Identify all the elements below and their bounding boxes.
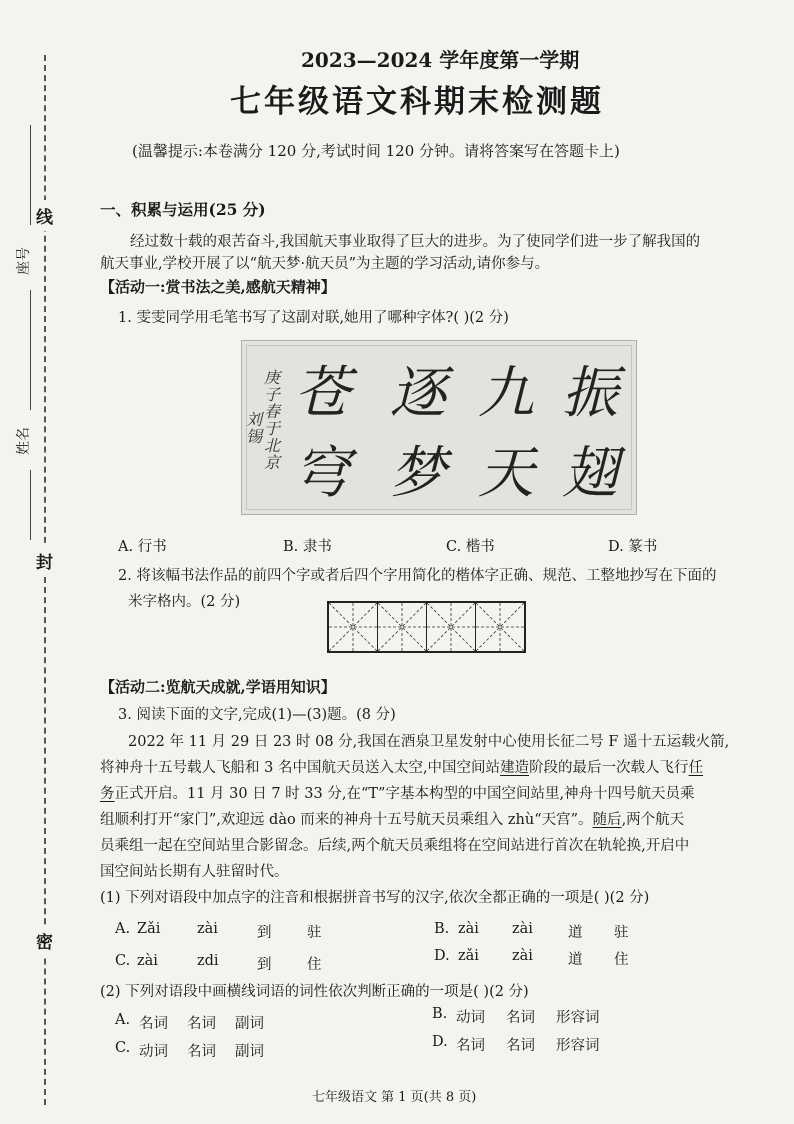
calligraphy-char: 苍 — [294, 361, 350, 426]
name-line[interactable] — [30, 290, 31, 410]
calligraphy-char: 天 — [478, 441, 534, 506]
name-label: 姓名 — [16, 427, 32, 455]
calligraphy-char: 振 — [562, 361, 618, 426]
binding-char-mi: 密 — [36, 925, 53, 956]
sub1-option-d[interactable]: D. zǎi zài 道 住 — [434, 948, 629, 968]
q1-option-a[interactable]: A. 行书 — [118, 539, 167, 555]
seat-number-label: 座号 — [16, 247, 32, 275]
sub2-option-a[interactable]: A. 名词 名词 副词 — [115, 1012, 264, 1032]
sub1-option-a[interactable]: A. Zǎi zài 到 驻 — [115, 921, 322, 941]
question-2-line-1: 2. 将该幅书法作品的前四个字或者后四个字用简化的楷体字正确、规范、工整地抄写在下面的 — [118, 568, 717, 584]
sub-question-2: (2) 下列对语段中画横线词语的词性依次判断正确的一项是( )(2 分) — [100, 984, 529, 1000]
question-1: 1. 雯雯同学用毛笔书写了这副对联,她用了哪种字体?( )(2 分) — [118, 310, 509, 326]
mizige-writing-grid[interactable] — [327, 601, 526, 653]
mizige-cell[interactable] — [329, 603, 378, 651]
passage-line-2: 将神舟十五号载人飞船和 3 名中国航天员送入太空,中国空间站建造阶段的最后一次载人飞行任 — [100, 760, 704, 776]
calligraphy-char: 翅 — [562, 441, 618, 506]
sub2-option-d[interactable]: D. 名词 名词 形容词 — [432, 1034, 600, 1054]
binding-char-xian: 线 — [36, 200, 53, 231]
section-title: 一、积累与运用(25 分) — [100, 200, 266, 219]
underlined-word-suihou: 随后 — [592, 812, 622, 828]
q1-option-b[interactable]: B. 隶书 — [283, 539, 332, 555]
class-line[interactable] — [30, 470, 31, 540]
sub2-option-b[interactable]: B. 动词 名词 形容词 — [432, 1006, 600, 1026]
sub1-option-c[interactable]: C. zài zdi 到 住 — [115, 953, 322, 973]
passage-line-6: 国空间站长期有人驻留时代。 — [100, 864, 289, 880]
underlined-word-ren: 任 — [688, 760, 704, 776]
sub2-option-c[interactable]: C. 动词 名词 副词 — [115, 1040, 264, 1060]
calligraphy-char: 逐 — [390, 361, 446, 426]
sub-question-1: (1) 下列对语段中加点字的注音和根据拼音书写的汉字,依次全都正确的一项是( )(2 分) — [100, 890, 650, 906]
mizige-cell[interactable] — [476, 603, 524, 651]
q1-option-c[interactable]: C. 楷书 — [446, 539, 495, 555]
mizige-cell[interactable] — [378, 603, 427, 651]
underlined-word-jianzao: 建造 — [500, 760, 530, 776]
calligraphy-inscription-date: 庚子春于北京 — [264, 368, 281, 472]
passage-line-4: 组顺利打开“家门”,欢迎远 dào 而来的神舟十五号航天员乘组入 zhù“天宫”。随后,两个航天 — [100, 812, 685, 828]
seat-number-line[interactable] — [30, 125, 31, 225]
sub1-option-b[interactable]: B. zài zài 道 驻 — [434, 921, 629, 941]
mizige-cell[interactable] — [427, 603, 476, 651]
binding-char-feng: 封 — [36, 545, 53, 576]
calligraphy-couplet-image — [241, 340, 637, 515]
q1-option-d[interactable]: D. 篆书 — [608, 539, 658, 555]
calligraphy-signature: 刘锡 — [246, 410, 263, 446]
exam-title: 七年级语文科期末检测题 — [230, 84, 604, 120]
intro-line-2: 航天事业,学校开展了以“航天梦·航天员”为主题的学习活动,请你参与。 — [100, 256, 550, 272]
question-2-line-2: 米字格内。(2 分) — [128, 594, 241, 610]
underlined-word-wu: 务 — [100, 786, 115, 802]
question-3: 3. 阅读下面的文字,完成(1)—(3)题。(8 分) — [118, 707, 396, 723]
passage-line-3: 务正式开启。11 月 30 日 7 时 33 分,在“T”字基本构型的中国空间站里,神舟十四号航天员乘 — [100, 786, 695, 802]
passage-line-5: 员乘组一起在空间站里合影留念。后续,两个航天员乘组将在空间站进行首次在轨轮换,开启中 — [100, 838, 690, 854]
passage-line-1: 2022 年 11 月 29 日 23 时 08 分,我国在酒泉卫星发射中心使用长征二号 F 遥十五运载火箭, — [128, 734, 730, 750]
calligraphy-char: 梦 — [390, 441, 446, 506]
activity-2-title: 【活动二:览航天成就,学语用知识】 — [100, 678, 336, 696]
page-footer: 七年级语文 第 1 页(共 8 页) — [312, 1090, 477, 1105]
activity-1-title: 【活动一:赏书法之美,感航天精神】 — [100, 278, 336, 296]
calligraphy-char: 穹 — [294, 441, 350, 506]
intro-line-1: 经过数十载的艰苦奋斗,我国航天事业取得了巨大的进步。为了使同学们进一步了解我国的 — [130, 234, 701, 250]
calligraphy-char: 九 — [478, 361, 534, 426]
exam-notice: (温馨提示:本卷满分 120 分,考试时间 120 分钟。请将答案写在答题卡上) — [132, 142, 620, 160]
exam-subtitle: 2023—2024 学年度第一学期 — [301, 48, 580, 72]
